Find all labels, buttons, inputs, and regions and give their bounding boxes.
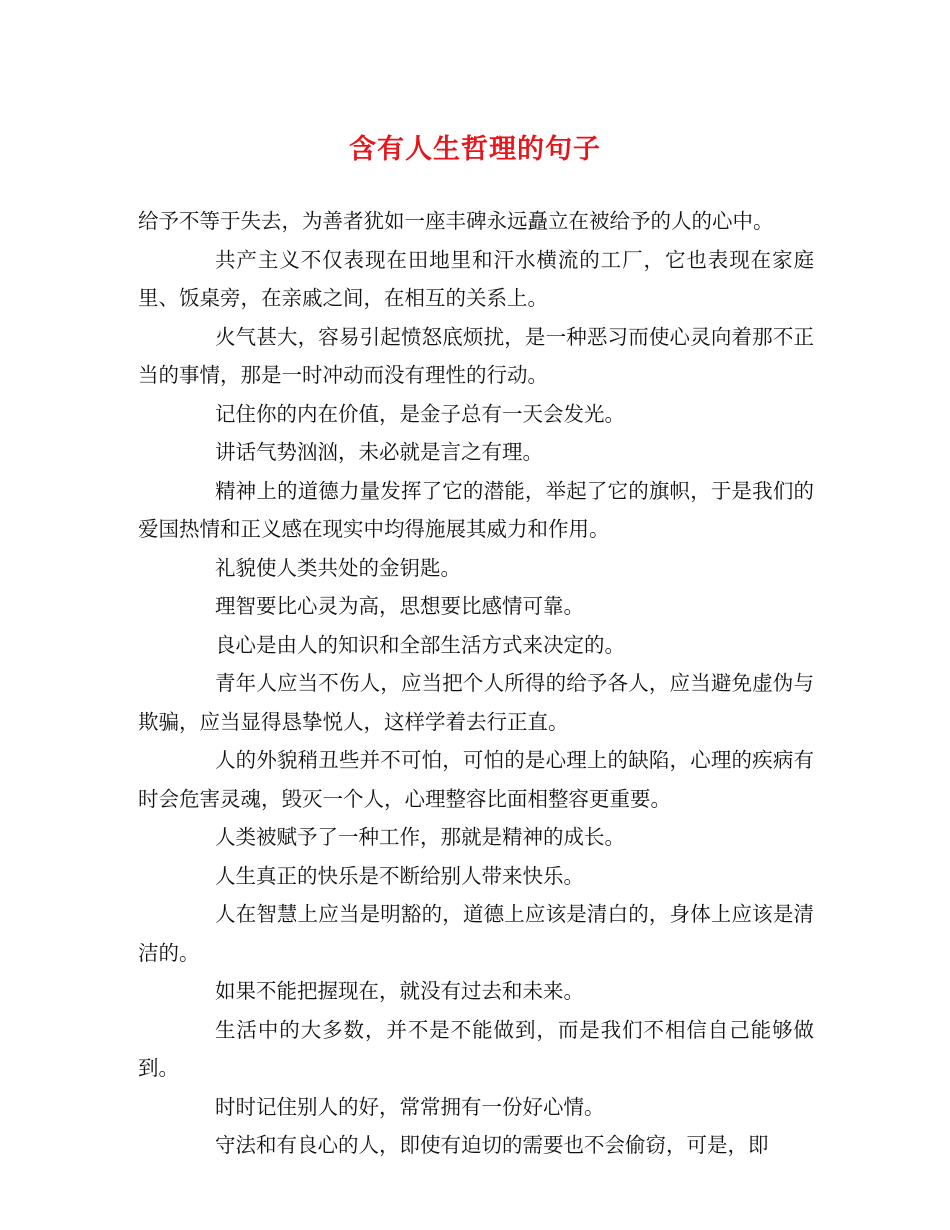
paragraph: 记住你的内在价值，是金子总有一天会发光。: [215, 401, 625, 426]
paragraph: 精神上的道德力量发挥了它的潜能，举起了它的旗帜，于是我们的爱国热情和正义感在现实中均得施展其威力和作用。: [138, 478, 814, 541]
paragraph: 讲话气势汹汹，未必就是言之有理。: [215, 440, 543, 464]
paragraph: 理智要比心灵为高，思想要比感情可靠。: [215, 594, 584, 618]
paragraph: 生活中的大多数，并不是不能做到，而是我们不相信自己能够做到。: [138, 1017, 814, 1080]
paragraph: 礼貌使人类共处的金钥匙。: [215, 555, 461, 580]
paragraph: 人类被赋予了一种工作，那就是精神的成长。: [215, 825, 625, 849]
paragraph: 给予不等于失去，为善者犹如一座丰碑永远矗立在被给予的人的心中。: [138, 209, 774, 233]
paragraph: 青年人应当不伤人，应当把个人所得的给予各人，应当避免虚伪与欺骗，应当显得恳挚悦人，这样学着去行正直。: [138, 671, 814, 734]
paragraph: 如果不能把握现在，就没有过去和未来。: [215, 979, 584, 1003]
paragraph: 人的外貌稍丑些并不可怕，可怕的是心理上的缺陷，心理的疾病有时会危害灵魂，毁灭一个人，心理整容比面相整容更重要。: [138, 748, 814, 811]
paragraph: 时时记住别人的好，常常拥有一份好心情。: [215, 1094, 605, 1119]
paragraph: 人在智慧上应当是明豁的，道德上应该是清白的，身体上应该是清洁的。: [138, 902, 814, 965]
paragraph: 良心是由人的知识和全部生活方式来决定的。: [215, 632, 625, 657]
document-body: [138, 202, 814, 1165]
paragraph: 火气甚大，容易引起愤怒底烦扰，是一种恶习而使心灵向着那不正当的事情，那是一时冲动而没有理性的行动。: [138, 324, 814, 387]
document-title: 含有人生哲理的句子: [349, 134, 601, 165]
paragraph: 人生真正的快乐是不断给别人带来快乐。: [215, 863, 584, 888]
paragraph: 共产主义不仅表现在田地里和汗水横流的工厂，它也表现在家庭里、饭桌旁，在亲戚之间，在相互的关系上。: [138, 247, 814, 310]
paragraph: 守法和有良心的人，即使有迫切的需要也不会偷窃，可是，即: [215, 1133, 769, 1157]
